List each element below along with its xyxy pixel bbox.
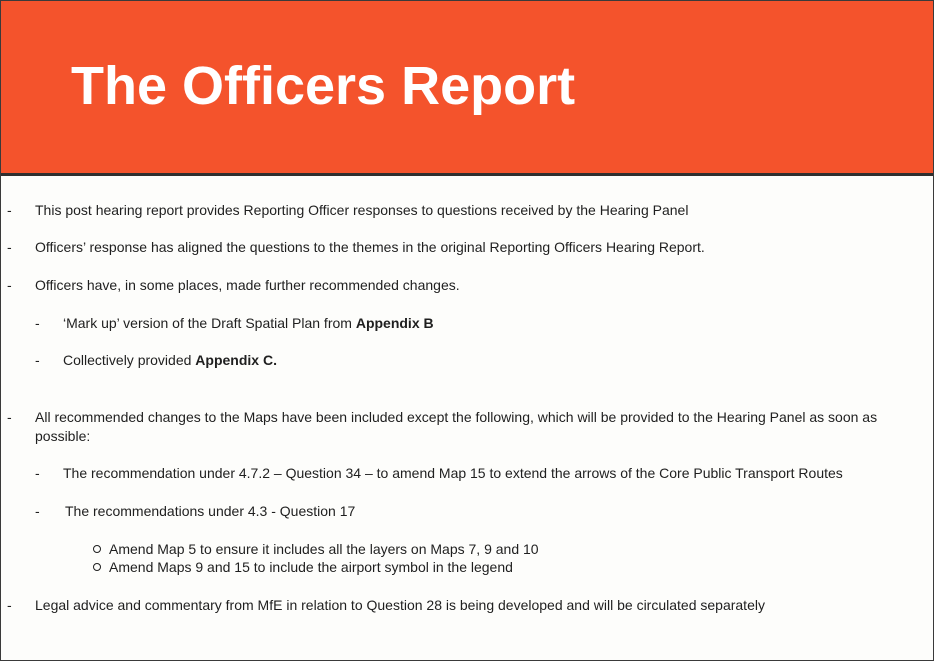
slide-content <box>1 176 933 660</box>
sub-bullet-item <box>35 464 925 483</box>
bullet-item <box>7 276 927 295</box>
bullet-dash: - <box>35 503 40 519</box>
sub-bullet-text <box>63 351 277 370</box>
appendix-b-ref: Appendix B <box>355 315 434 331</box>
slide-title: The Officers Report <box>71 56 576 116</box>
sub-bullet-plain: Collectively provided <box>63 352 196 368</box>
bullet-text: This post hearing report provides Reporting Officer responses to questions received by the Hearing Panel <box>35 202 689 218</box>
bullet-dash: - <box>35 315 40 331</box>
sub-sub-bullet-item <box>93 558 913 577</box>
sub-bullet-text <box>63 314 434 333</box>
sub-bullet-plain: ‘Mark up’ version of the Draft Spatial Plan from <box>63 315 356 331</box>
bullet-dash: - <box>7 277 12 293</box>
circle-bullet-icon <box>93 545 101 553</box>
bullet-text: Officers’ response has aligned the questions to the themes in the original Reporting Officers Hearing Report. <box>35 239 705 255</box>
bullet-dash: - <box>7 597 12 613</box>
bullet-dash: - <box>7 239 12 255</box>
bullet-dash: - <box>7 409 12 425</box>
bullet-dash: - <box>35 465 40 481</box>
sub-bullet-text: The recommendation under 4.7.2 – Question 34 – to amend Map 15 to extend the arrows of the Core Public Transport Routes <box>63 465 843 481</box>
bullet-dash: - <box>7 202 12 218</box>
bullet-text: All recommended changes to the Maps have been included except the following, which will be provided to the Hearing Panel as soon as possible: <box>35 409 878 444</box>
sub-sub-bullet-text: Amend Maps 9 and 15 to include the airport symbol in the legend <box>109 559 513 575</box>
bullet-item <box>7 408 927 446</box>
circle-bullet-icon <box>93 563 101 571</box>
sub-bullet-item <box>35 502 915 521</box>
sub-bullet-item <box>35 314 915 333</box>
sub-bullet-item <box>35 351 915 370</box>
bullet-text: Officers have, in some places, made further recommended changes. <box>35 277 460 293</box>
appendix-c-ref: Appendix C. <box>195 352 277 368</box>
bullet-item <box>7 596 927 615</box>
bullet-dash: - <box>35 352 40 368</box>
title-bar <box>1 1 933 176</box>
bullet-item <box>7 201 927 220</box>
sub-sub-bullet-text: Amend Map 5 to ensure it includes all the layers on Maps 7, 9 and 10 <box>109 541 539 557</box>
sub-bullet-text: The recommendations under 4.3 - Question 17 <box>65 503 356 519</box>
sub-sub-bullet-item <box>93 540 913 559</box>
bullet-item <box>7 238 927 257</box>
bullet-text: Legal advice and commentary from MfE in relation to Question 28 is being developed and will be circulated separately <box>35 597 765 613</box>
